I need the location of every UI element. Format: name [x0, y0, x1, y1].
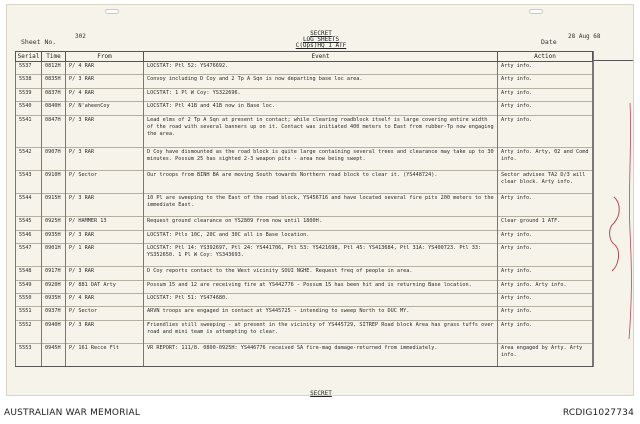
log-entry-time: 0925H: [42, 217, 66, 230]
column-header-time: Time: [42, 52, 66, 62]
log-entry-row: [16, 88, 593, 101]
log-entry-from: P/ Sector: [66, 307, 144, 320]
log-entry-time: 0945H: [42, 343, 66, 366]
log-entry-event: LOCSTAT: Ptl 14: YS392697, Ptl 24: YS441706, Ptl 53: YS421698, Ptl 45: YS413684, Ptl 31A: YS400723. Ptl 33: YS352650. 1 Pl W Coy: YS343693.: [144, 244, 498, 267]
log-entry-action: Arty info.: [498, 115, 593, 147]
log-entry-time: 0917H: [42, 267, 66, 280]
log-entry-row: [16, 75, 593, 88]
log-entry-row: [16, 267, 593, 280]
margin-column-header: [594, 51, 633, 61]
classification-footer: SECRET: [310, 390, 332, 397]
log-entry-time: 0835H: [42, 75, 66, 88]
log-entry-action: Arty info.: [498, 267, 593, 280]
log-entry-time: 0847H: [42, 115, 66, 147]
log-entry-serial: 5539: [16, 88, 42, 101]
punch-hole: [529, 9, 543, 14]
log-entry-from: P/ 3 RAR: [66, 267, 144, 280]
log-entry-serial: 5544: [16, 194, 42, 217]
log-entry-serial: 5547: [16, 244, 42, 267]
log-entry-event: ARVN troops are engaged in contact at YS445725 - intending to sweep North to DUC MY.: [144, 307, 498, 320]
log-entry-serial: 5549: [16, 280, 42, 293]
log-entry-row: [16, 217, 593, 230]
log-entry-from: P/ HAMMER 13: [66, 217, 144, 230]
log-entry-serial: 5550: [16, 294, 42, 307]
log-entry-serial: 5543: [16, 171, 42, 194]
log-entry-event: 10 Pl are sweeping to the East of the road block, YS456716 and have located several fire pits 200 meters to the immediate East.: [144, 194, 498, 217]
log-entry-action: Sector advises TA2 D/3 will clear block. Arty info.: [498, 171, 593, 194]
log-entry-time: 0935H: [42, 294, 66, 307]
sheet-number-label: Sheet No.: [21, 38, 57, 46]
log-entry-event: Friendlies still sweeping - at present in the vicinity of YS445729, SITREP Road block Area has grass tuffs over road and mini team is attempting to clear.: [144, 320, 498, 343]
log-entry-serial: 5542: [16, 148, 42, 171]
log-entry-serial: 5553: [16, 343, 42, 366]
date-value: 28 Aug 68: [568, 33, 601, 40]
log-entry-action: Arty info.: [498, 102, 593, 115]
log-entry-from: P/ 3 RAR: [66, 75, 144, 88]
log-entry-from: P/ 3 RAR: [66, 194, 144, 217]
log-entry-time: 0940H: [42, 320, 66, 343]
log-entry-event: VR REPORT: 111/8. 0800-0925H: YS446776 received SA fire-mag damage-returned from immediately.: [144, 343, 498, 366]
log-entry-time: 0812H: [42, 62, 66, 75]
archive-caption: AUSTRALIAN WAR MEMORIAL: [4, 408, 141, 418]
date-field: [541, 33, 601, 46]
log-entry-event: Request ground clearance on YS2809 from now until 1800H.: [144, 217, 498, 230]
log-entry-event: Our troops from BINH BA are moving South towards Northern road block to clear it. (YS448724).: [144, 171, 498, 194]
log-entry-action: Arty info.: [498, 294, 593, 307]
log-entry-row: [16, 343, 593, 366]
log-entry-serial: 5541: [16, 115, 42, 147]
column-header-action: Action: [498, 52, 593, 62]
log-entry-event: Lead elms of 2 Tp A Sqn at present in contact; while clearing roadblock itself is large covering entire width of the road with several banners up on it. Contact was initiated 400 meters to East from rubber-Tp now engaging the area.: [144, 115, 498, 147]
log-entry-time: 0837H: [42, 88, 66, 101]
log-entry-event: LOCSTAT: Ptl 52: YS476692.: [144, 62, 498, 75]
log-entry-serial: 5537: [16, 62, 42, 75]
log-entry-time: 0840H: [42, 102, 66, 115]
log-entry-row: [16, 102, 593, 115]
log-entry-serial: 5548: [16, 267, 42, 280]
log-entry-action: Arty info.: [498, 62, 593, 75]
log-entry-row: [16, 148, 593, 171]
log-entry-time: 0910H: [42, 171, 66, 194]
log-entry-time: 0920H: [42, 280, 66, 293]
log-entry-row: [16, 244, 593, 267]
log-entry-from: P/ 3 RAR: [66, 230, 144, 243]
log-entry-action: Clear ground 1 ATF.: [498, 217, 593, 230]
log-entry-from: P/ 161 Recce Flt: [66, 343, 144, 366]
punch-hole: [105, 9, 119, 14]
log-entry-from: P/ 4 RAR: [66, 294, 144, 307]
log-entry-serial: 5546: [16, 230, 42, 243]
log-sheet-paper: [6, 4, 634, 396]
log-entry-serial: 5540: [16, 102, 42, 115]
log-entry-row: [16, 62, 593, 75]
log-entry-action: Arty info.: [498, 230, 593, 243]
log-entry-event: LOCSTAT: Ptl 41B and 41B now in Base loc.: [144, 102, 498, 115]
log-entry-time: 0935H: [42, 230, 66, 243]
log-entry-action: Arty info.: [498, 88, 593, 101]
log-entry-from: P/ 4 RAR: [66, 88, 144, 101]
log-entry-serial: 5551: [16, 307, 42, 320]
log-entry-time: 0907H: [42, 148, 66, 171]
log-entry-time: 0901H: [42, 244, 66, 267]
handwritten-margin-mark: [605, 195, 623, 275]
log-entry-action: Arty info.: [498, 194, 593, 217]
log-entry-action: Arty info. Arty, 02 and Comd info.: [498, 148, 593, 171]
log-entry-from: P/ 881 DAT Arty: [66, 280, 144, 293]
log-entry-from: P/ N'aheenCoy: [66, 102, 144, 115]
log-entry-time: 0915H: [42, 194, 66, 217]
log-table: [15, 51, 593, 367]
log-entry-action: Arty info.: [498, 320, 593, 343]
log-entry-action: Arty info. Arty info.: [498, 280, 593, 293]
log-entry-event: Possum 15 and 12 are receiving fire at YS442776 - Possum 15 has been hit and is returning Base location.: [144, 280, 498, 293]
log-entry-event: D Coy reports contact to the West vicinity SOUI NGHE. Request freq of people in area.: [144, 267, 498, 280]
log-entry-row: [16, 194, 593, 217]
log-entry-action: Arty info.: [498, 244, 593, 267]
log-entry-row: [16, 307, 593, 320]
log-entry-event: LOCSTAT: 1 Pl W Coy: YS322696.: [144, 88, 498, 101]
handwritten-margin-line: [626, 101, 634, 341]
log-entry-from: P/ 1 RAR: [66, 244, 144, 267]
log-entry-action: Area engaged by Arty. Arty info.: [498, 343, 593, 366]
log-entry-row: [16, 230, 593, 243]
log-entry-serial: 5552: [16, 320, 42, 343]
log-entry-event: LOCSTAT: Ptls 10C, 20C and 30C all in Base location.: [144, 230, 498, 243]
log-entry-row: [16, 280, 593, 293]
log-entry-serial: 5538: [16, 75, 42, 88]
log-entry-time: 0937H: [42, 307, 66, 320]
log-entry-from: P/ 3 RAR: [66, 115, 144, 147]
log-entry-from: P/ 3 RAR: [66, 320, 144, 343]
log-table-header: [16, 52, 593, 62]
log-entry-event: LOCSTAT: Ptl 51: YS474680.: [144, 294, 498, 307]
sheet-number-value: 302: [75, 33, 86, 40]
column-header-event: Event: [144, 52, 498, 62]
log-entry-from: P/ Sector: [66, 171, 144, 194]
log-entry-from: P/ 3 RAR: [66, 148, 144, 171]
column-header-serial: Serial: [16, 52, 42, 62]
log-entry-event: D Coy have dismounted as the road block is quite large containing several trees and clearance may take up to 30 minutes. Possum 25 has sighted 2-3 weapon pits - area now being swept.: [144, 148, 498, 171]
log-entries: [16, 62, 593, 367]
log-entry-from: P/ 4 RAR: [66, 62, 144, 75]
log-entry-action: Arty info.: [498, 307, 593, 320]
classification-header: SECRET: [310, 30, 332, 37]
document-title: LOG SHEETS: [302, 36, 340, 43]
archive-reference: RCDIG1027734: [562, 408, 634, 418]
unit-title: C(Ops)HQ 1 ATF: [295, 42, 347, 49]
sheet-number-field: [21, 33, 86, 46]
log-entry-row: [16, 320, 593, 343]
log-entry-serial: 5545: [16, 217, 42, 230]
date-label: Date: [541, 38, 557, 46]
log-entry-action: Arty info.: [498, 75, 593, 88]
log-entry-row: [16, 115, 593, 147]
log-entry-event: Convoy including D Coy and 2 Tp A Sqn is now departing base loc area.: [144, 75, 498, 88]
column-header-from: From: [66, 52, 144, 62]
log-entry-row: [16, 294, 593, 307]
log-entry-row: [16, 171, 593, 194]
